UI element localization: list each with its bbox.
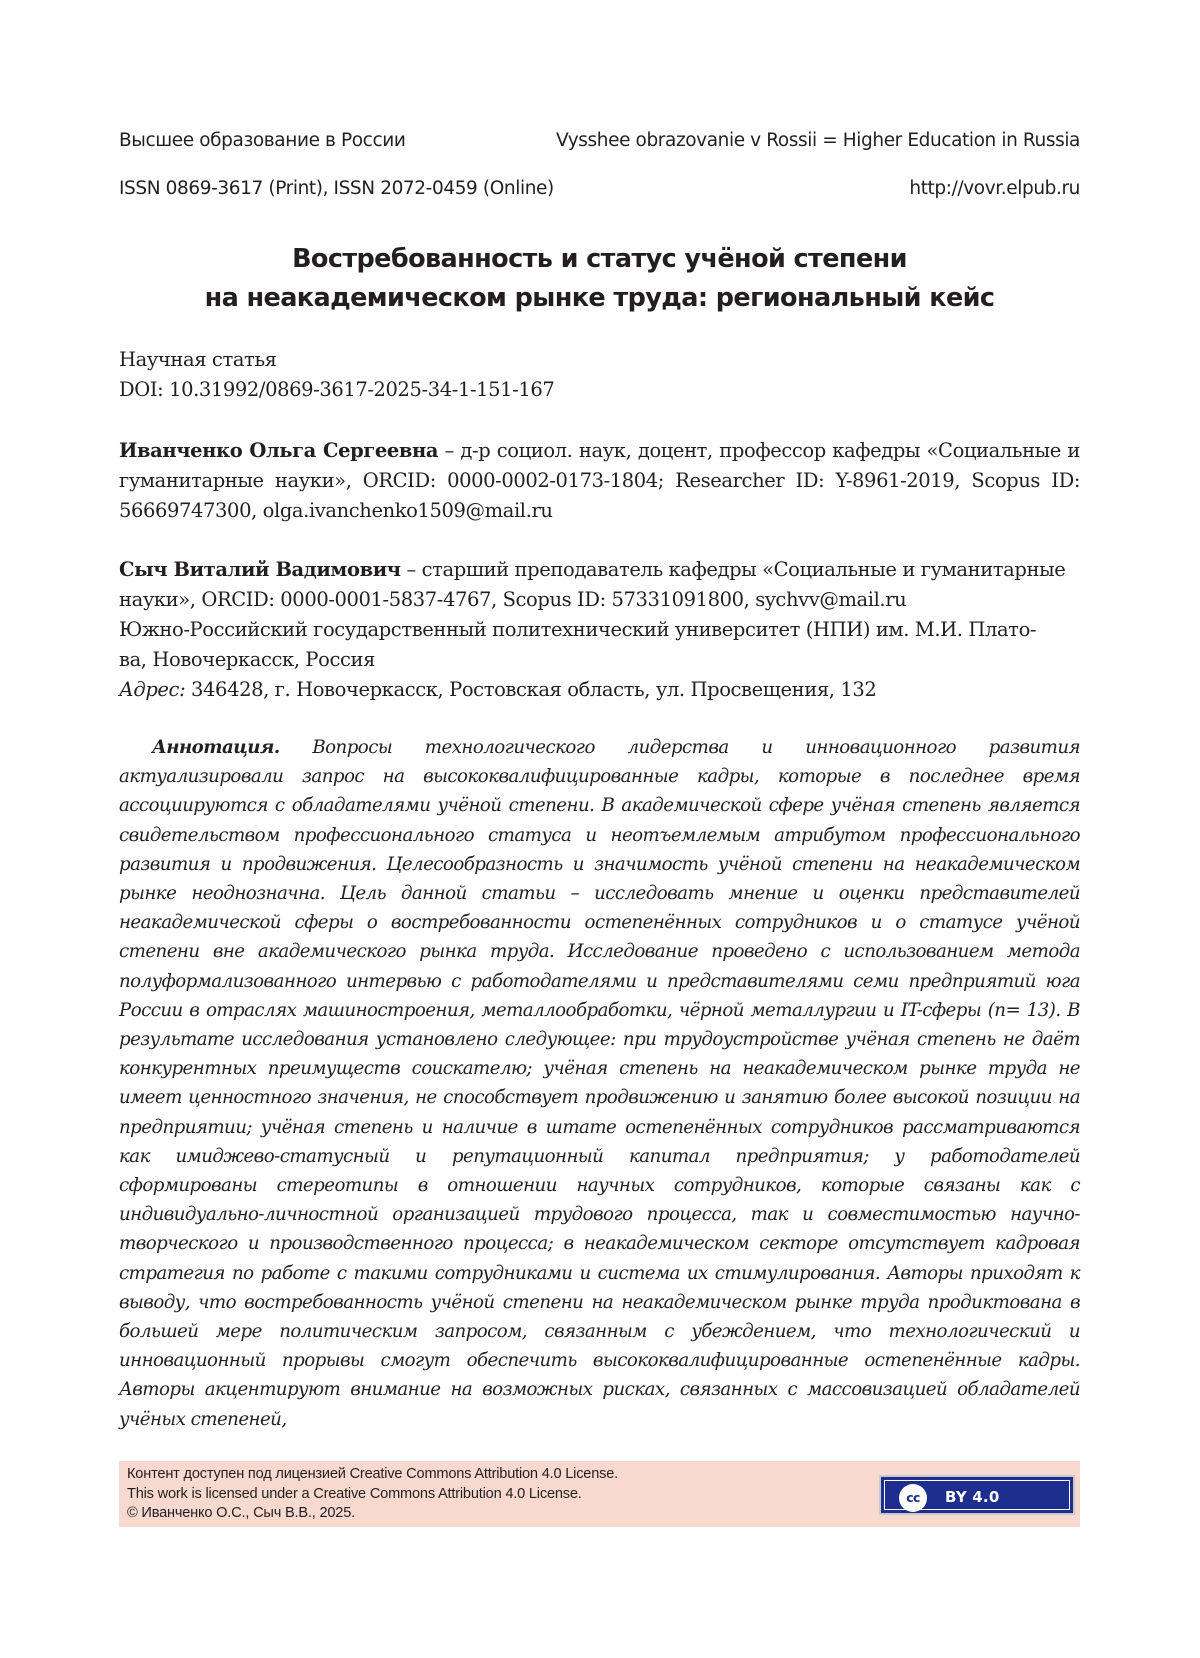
- issn-line: [119, 178, 1080, 204]
- abstract-text: Вопросы технологического лидерства и инновационного развития актуализировали запрос на высококвалифицированные кадры, которые в последнее время ассоциируются с обладателями учёной степени. В академической сфере учёная степень является свидетельством профессионального статуса и неотъемлемым атрибутом профессионального развития и продвижения. Целесообразность и значимость учёной степени на неакадемическом рынке неоднозначна. Цель данной статьи – исследовать мнение и оценки представителей неакадемической сферы о востребованности остепенённых сотрудников и о статусе учёной степени вне академического рынка труда. Исследование проведено с использованием метода полуформализованного интервью с работодателями и представителями семи предприятий юга России в отраслях машиностроения, металлообработки, чёрной металлургии и IT-сферы (n= 13). В результате исследования установлено следующее: при трудоустройстве учёная степень не даёт конкурентных преимуществ соискателю; учёная степень на неакадемическом рынке труда не имеет ценностного значения, не способствует продвижению и занятию более высокой позиции на предприятии; учёная степень и наличие в штате остепенённых сотрудников рассматриваются как имиджево-статусный и репутационный капитал предприятия; у работодателей сформированы стереотипы в отношении научных сотрудников, которые связаны как с индивидуально-личностной организацией трудового процесса, так и совместимостью научно-творческого и производственного процесса; в неакадемическом секторе отсутствует кадровая стратегия по работе с такими сотрудниками и система их стимулирования. Авторы приходят к выводу, что востребованность учёной степени на неакадемическом рынке труда продиктована в большей мере политическим запросом, связанным с убеждением, что технологический и инновационный прорывы смогут обеспечить высококвалифицированные остепенённые кадры. Авторы акцентируют внимание на возможных рисках, связанных с массовизацией обладателей учёных степеней,: [119, 737, 1080, 1430]
- doi: DOI: 10.31992/0869-3617-2025-34-1-151-167: [119, 378, 555, 401]
- journal-url-link[interactable]: http://vovr.elpub.ru: [909, 178, 1080, 199]
- license-box: [119, 1461, 1080, 1527]
- cc-by-badge[interactable]: [879, 1475, 1075, 1515]
- journal-title-ru: Высшее образование в России: [119, 130, 406, 151]
- address: [119, 675, 1080, 705]
- article-type: Научная статья: [119, 348, 277, 371]
- author-1-details: – д-р социол. наук, доцент, профессор кафедры «Социальные и гуманитарные науки», ORCID: 0000-0002-0173-1804; Researcher ID: Y-8961-2019, Scopus ID: 56669747300, olga.ivanchenko1509@mail.ru: [119, 439, 1080, 522]
- author-2: [119, 555, 1080, 705]
- issn: ISSN 0869-3617 (Print), ISSN 2072-0459 (Online): [119, 178, 554, 199]
- address-value: 346428, г. Новочеркасск, Ростовская область, ул. Просвещения, 132: [185, 678, 877, 701]
- title-line-1: Востребованность и статус учёной степени: [292, 244, 907, 274]
- article-title: [119, 240, 1080, 318]
- title-line-2: на неакадемическом рынке труда: региональный кейс: [204, 283, 995, 313]
- cc-badge-label: BY 4.0: [945, 1488, 1000, 1506]
- journal-title-en: Vysshee obrazovanie v Rossii = Higher Education in Russia: [555, 130, 1080, 151]
- copyright-line: © Иванченко О.С., Сыч В.В., 2025.: [127, 1505, 355, 1521]
- author-1-name: Иванченко Ольга Сергеевна: [119, 439, 439, 462]
- abstract-label: Аннотация.: [152, 737, 280, 758]
- creative-commons-icon: cc: [899, 1484, 927, 1512]
- author-1: [119, 436, 1080, 526]
- running-header: [119, 130, 1080, 156]
- license-line-en: This work is licensed under a Creative Commons Attribution 4.0 License.: [127, 1485, 582, 1502]
- license-line-ru: Контент доступен под лицензией Creative Commons Attribution 4.0 License.: [127, 1466, 618, 1482]
- license-text: [127, 1465, 618, 1524]
- author-2-name: Сыч Виталий Вадимович: [119, 558, 401, 581]
- author-2-details-line-2: науки», ORCID: 0000-0001-5837-4767, Scopus ID: 57331091800, sychvv@mail.ru: [119, 588, 907, 611]
- author-2-details-line-1: – старший преподаватель кафедры «Социальные и гуманитарные: [400, 558, 1066, 581]
- affiliation-line-1: Южно-Российский государственный политехнический университет (НПИ) им. М.И. Плато-: [119, 618, 1037, 641]
- affiliation-line-2: ва, Новочеркасск, Россия: [119, 648, 376, 671]
- abstract: [119, 733, 1080, 1434]
- address-label: Адрес:: [119, 678, 186, 701]
- article-meta: [119, 345, 1080, 405]
